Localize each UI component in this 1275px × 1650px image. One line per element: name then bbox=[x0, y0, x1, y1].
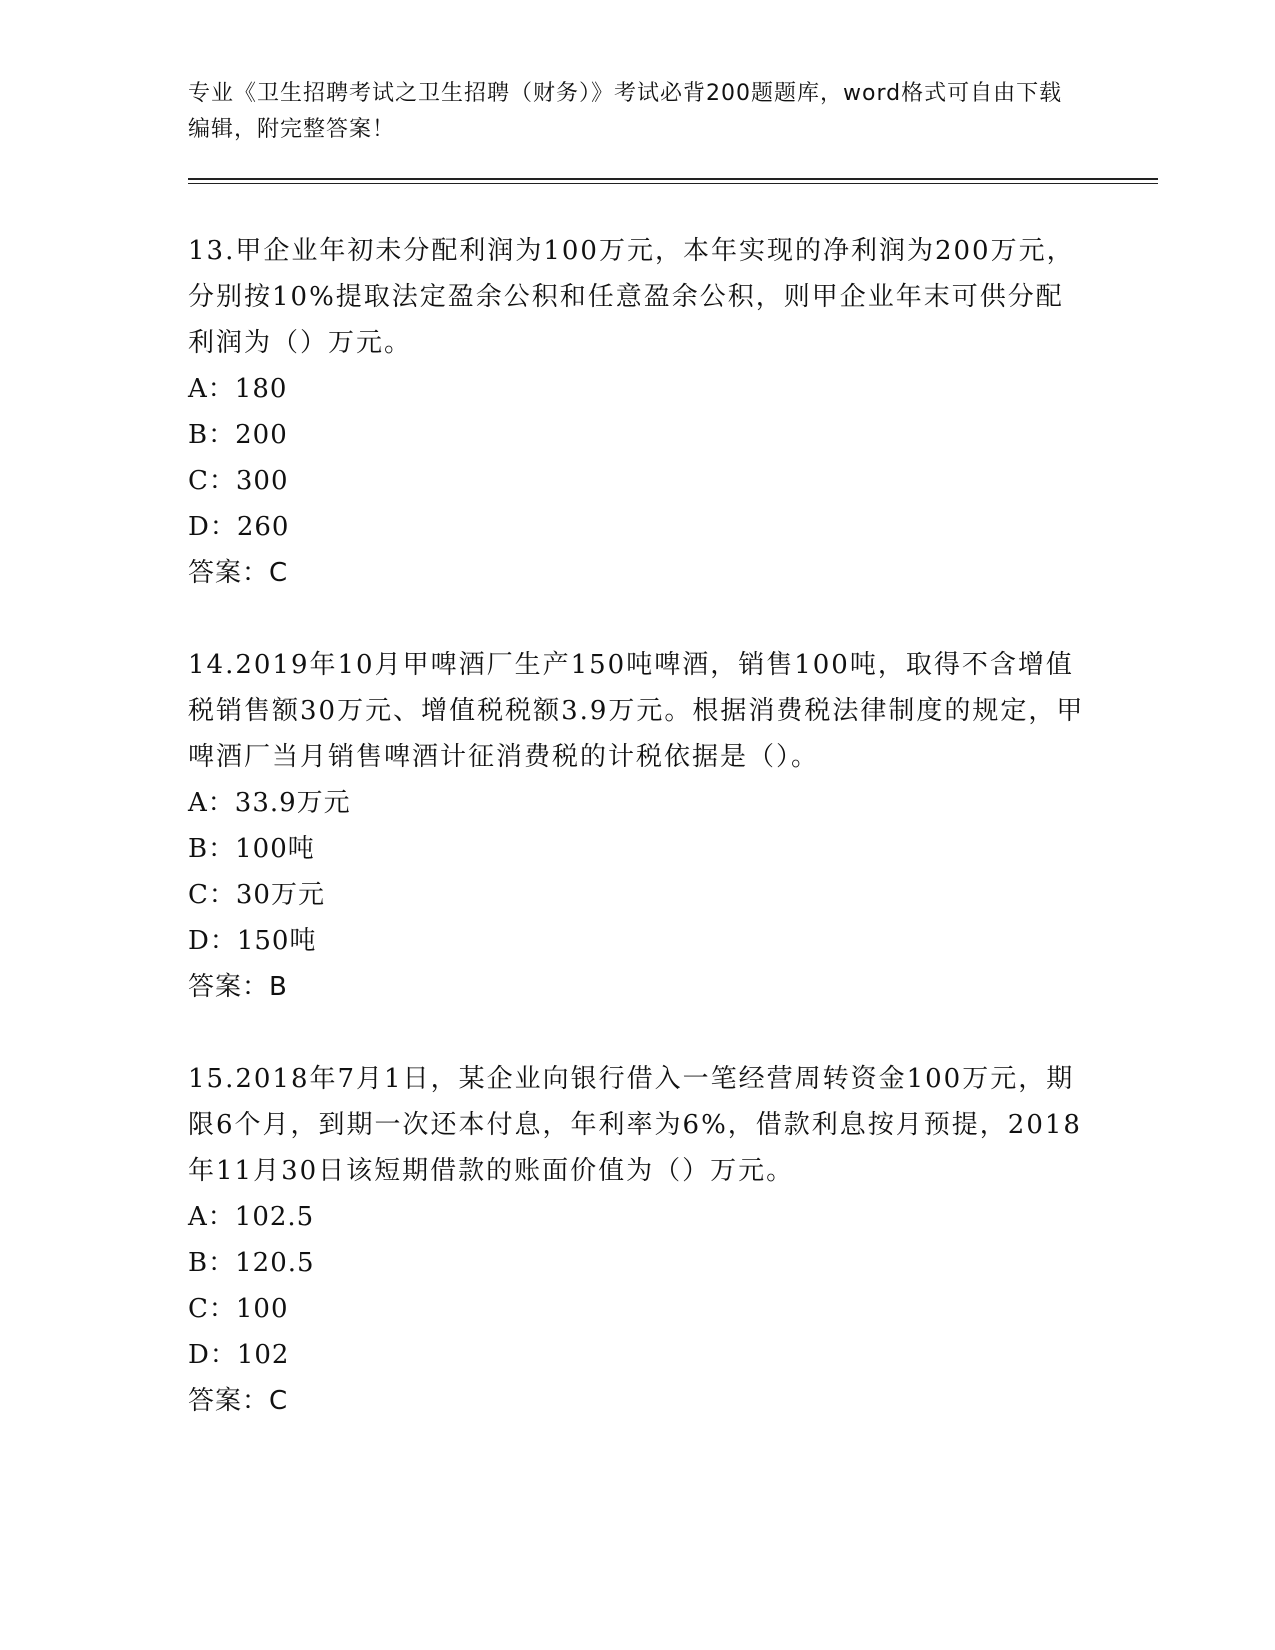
answer: 答案：B bbox=[188, 972, 288, 1002]
question-stem: 13.甲企业年初未分配利润为100万元，本年实现的净利润为200万元，分别按10%提取法定盈余公积和任意盈余公积，则甲企业年末可供分配利润为（）万元。 bbox=[188, 236, 1075, 358]
document-header: 专业《卫生招聘考试之卫生招聘（财务）》考试必背200题题库，word格式可自由下载编辑，附完整答案！ bbox=[188, 81, 1063, 142]
option-d: D：102 bbox=[188, 1340, 290, 1370]
option-a: A：102.5 bbox=[188, 1202, 315, 1232]
question-stem: 14.2019年10月甲啤酒厂生产150吨啤酒，销售100吨，取得不含增值税销售额30万元、增值税税额3.9万元。根据消费税法律制度的规定，甲啤酒厂当月销售啤酒计征消费税的计税依据是（）。 bbox=[188, 650, 1085, 772]
option-b: B：120.5 bbox=[188, 1248, 315, 1278]
option-d: D：260 bbox=[188, 512, 290, 542]
option-b: B：100吨 bbox=[188, 834, 315, 864]
option-c: C：100 bbox=[188, 1294, 289, 1324]
header-divider-thin bbox=[188, 183, 1158, 184]
option-c: C：300 bbox=[188, 466, 289, 496]
question-14 bbox=[188, 642, 1088, 1010]
option-a: A：180 bbox=[188, 374, 288, 404]
option-c: C：30万元 bbox=[188, 880, 325, 910]
answer: 答案：C bbox=[188, 558, 289, 588]
option-b: B：200 bbox=[188, 420, 288, 450]
answer: 答案：C bbox=[188, 1386, 289, 1416]
option-d: D：150吨 bbox=[188, 926, 317, 956]
question-stem: 15.2018年7月1日，某企业向银行借入一笔经营周转资金100万元，期限6个月，到期一次还本付息，年利率为6%，借款利息按月预提，2018年11月30日该短期借款的账面价值为（）万元。 bbox=[188, 1064, 1082, 1186]
question-13 bbox=[188, 228, 1088, 596]
option-a: A：33.9万元 bbox=[188, 788, 351, 818]
question-15 bbox=[188, 1056, 1088, 1424]
header-divider bbox=[188, 178, 1158, 180]
